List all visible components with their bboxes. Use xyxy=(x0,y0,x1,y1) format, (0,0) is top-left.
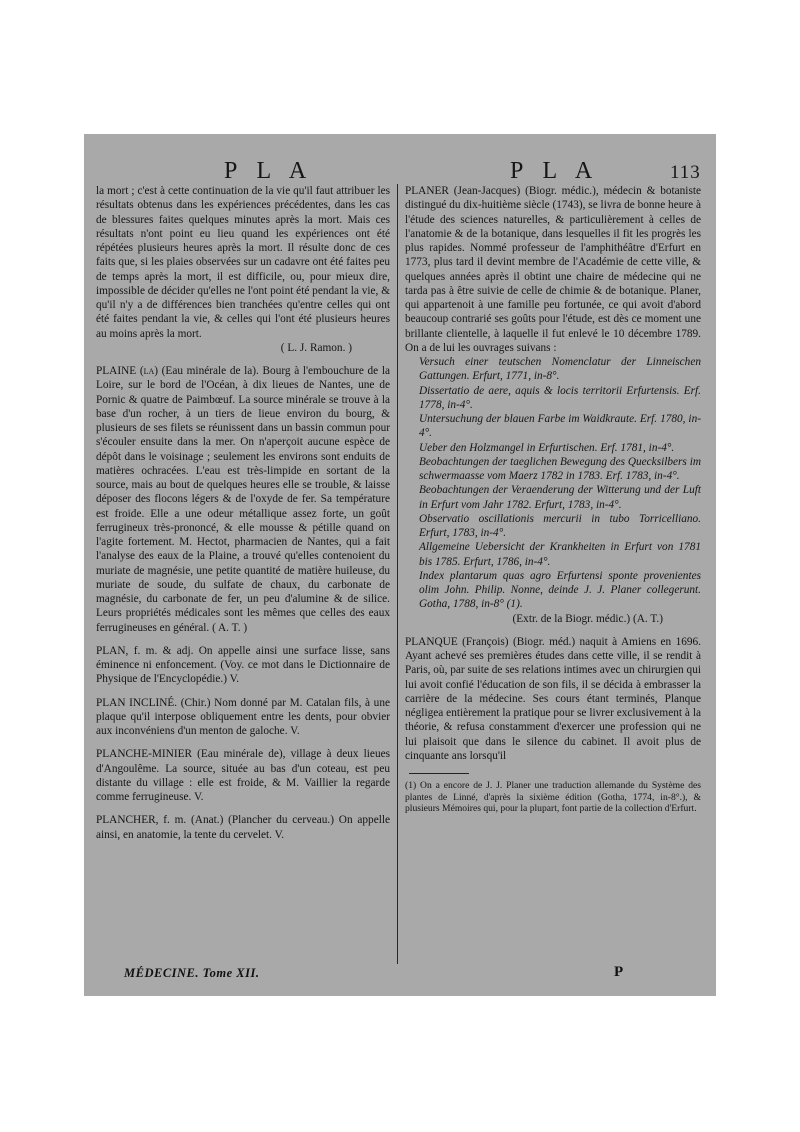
entry-title: PLANER xyxy=(405,185,449,197)
entry-plan-incline xyxy=(96,696,390,739)
work-item: Observatio oscillationis mercurii in tubo Torricelliano. Erfurt, 1783, in-4°. xyxy=(419,512,701,539)
work-item: Dissertatio de aere, aquis & locis territorii Erfurtensis. Erf. 1778, in-4°. xyxy=(419,384,701,411)
footnote: (1) On a encore de J. J. Planer une traduction allemande du Système des plantes de Linné, d'après la sixième édition (Gotha, 1774, in-8°.), & plusieurs Mémoires qui, pour la plupart, font partie de la collection d'Erfurt. xyxy=(405,780,701,815)
running-header-right: P L A xyxy=(510,158,600,184)
entry-plan xyxy=(96,644,390,687)
page-number: 113 xyxy=(670,162,701,183)
work-item: Untersuchung der blauen Farbe im Waidkraute. Erf. 1780, in-4°. xyxy=(419,413,701,440)
work-item: Versuch einer teutschen Nomenclatur der Linneischen Gattungen. Erfurt, 1771, in-8°. xyxy=(419,356,701,383)
entry-signature: (Extr. de la Biogr. médic.) (A. T.) xyxy=(512,612,663,625)
entry-signature: V. xyxy=(229,673,240,686)
work-item: Beobachtungen der taeglichen Bewegung des Quecksilbers im schwermaasse vom Maerz 1782 in 1783. Erf. 1783, in-4°. xyxy=(419,455,701,482)
footer-volume: MÉDECINE. Tome XII. xyxy=(124,966,260,980)
left-column xyxy=(96,184,390,842)
work-item: Ueber den Holzmangel in Erfurtischen. Erf. 1781, in-4°. xyxy=(419,441,675,454)
entry-plaine xyxy=(96,364,390,635)
entry-text: (François) (Biogr. méd.) naquit à Amiens en 1696. Ayant achevé ses premières études dans cette ville, il se rendit à Paris, où, par suite de ses relations intimes avec un chirurgien qui lui avoit confié l'éducation de son fils, il se décida à embrasser la carrière de la médecine. Ses cours étant terminés, Planque négligea entièrement la pratique pour se livrer exclusivement à la théorie, & refusa constamment d'exercer une profession qui ne lui plaisoit que dans le silence du cabinet. Il avoit plus de cinquante ans lorsqu'il xyxy=(405,635,702,762)
running-header-left: P L A xyxy=(224,158,314,184)
entry-title: PLAINE (la) xyxy=(96,365,159,377)
work-item: Beobachtungen der Veraenderung der Witterung und der Luft in Erfurt vom Jahr 1782. Erfurt, 1783, in-4°. xyxy=(419,484,701,511)
entry-text: (Jean-Jacques) (Biogr. médic.), médecin & botaniste distingué du dix-huitième siècle (1743), se livra de bonne heure à l'étude des sciences naturelles, & particulièrement à celles de l'anatomie & de la botanique, dans lesquelles il fit les progrès les plus rapides. Nommé professeur de l'amphithéâtre d'Erfurt en 1773, plus tard il devint membre de l'Académie de cette ville, & quelques années après il obtint une chaire de médecine qui ne tarda pas à être suivie de celle de chimie & de botanique. Planer, qui appartenoit à une famille peu fortunée, ce qui avoit d'abord beaucoup contrarié ses goûts pour l'étude, est dès ce moment une brillante clientelle, à laquelle il fut enlevé le 10 décembre 1789. On a de lui les ouvrages suivans : xyxy=(405,185,701,354)
right-column xyxy=(405,184,701,815)
footer-signature-mark: P xyxy=(614,964,624,980)
entry-plancher xyxy=(96,813,390,842)
entry-planque xyxy=(405,635,701,763)
entry-title: PLAN INCLINÉ. xyxy=(96,696,178,709)
work-item: Allgemeine Uebersicht der Krankheiten in Erfurt von 1781 bis 1785. Erfurt, 1786, in-4°. xyxy=(419,541,701,568)
entry-title: PLAN, xyxy=(96,644,129,657)
entry-signature: V. xyxy=(193,791,204,803)
entry-text: f. m. (Anat.) (Plancher du cerveau.) On appelle ainsi, en anatomie, la tente du cervelet. xyxy=(96,814,390,841)
entry-planche-minier xyxy=(96,747,390,804)
entry-title: PLANCHER, xyxy=(96,814,159,827)
entry-title: PLANQUE xyxy=(405,635,458,648)
entry-text: f. m. & adj. On appelle ainsi une surface lisse, sans éminence ni enfoncement. (Voy. ce mot dans le Dictionnaire de Physique de l'Encyclopédie.) xyxy=(96,644,390,686)
entry-planer xyxy=(405,184,701,355)
work-item: Index plantarum quas agro Erfurtensi sponte provenientes olim John. Philip. Nonne, deinde J. J. Planer collegerunt. Gotha, 1788, in-8° (1). xyxy=(419,569,701,611)
footnote-rule xyxy=(409,773,469,774)
intro-paragraph: la mort ; c'est à cette continuation de la vie qu'il faut attribuer les résultats obtenus dans les expériences précédentes, dans les cas de blessures faites quelques minutes après la mort. Mais ces résultats n'ont point eu lieu quand les expériences ont été répétées plusieurs heures après la mort. Il résulte donc de ces faits que, si les plaies observées sur un cadavre ont été faites peu de temps après la mort, il est difficile, ou, pour mieux dire, impossible de décider qu'elles ne l'ont point été pendant la vie, & qu'il n'y a de différences bien tranchées qu'entre celles qui ont été faites pendant la vie, & celles qui l'ont été plusieurs heures au moins après la mort. xyxy=(96,185,390,340)
scanned-page xyxy=(84,134,716,996)
entry-signature: ( A. T. ) xyxy=(212,621,248,634)
entry-signature: V. xyxy=(290,725,300,737)
entry-title: PLANCHE-MINIER xyxy=(96,748,193,761)
entry-text: (Chir.) Nom donné par M. Catalan fils, à une plaque qu'il interpose obliquement entre les dents, pour obvier aux inconvéniens d'un menton de galoche. xyxy=(96,696,390,737)
entry-text: (Eau minérale de), village à deux lieues d'Angoulême. La source, située au bas d'un coteau, est peu distante du village : elle est froide, & M. Vaillier la regarde comme ferrugineuse. xyxy=(96,748,390,803)
entry-text: (Eau minérale de la). Bourg à l'embouchure de la Loire, sur le bord de l'Océan, à dix lieues de Nantes, une de Pornic & quatre de Paimbœuf. La source minérale se trouve à la base d'un rocher, à un tiers de lieue environ du bourg, & plusieurs de ses filets se réunissent dans un bassin commun pour s'écouler ensuite dans la mer. On n'aperçoit aucune espèce de dépôt dans le voisinage ; seulement les environs sont enduits de matières ochracées. L'eau est très-limpide en sortant de la source, mais au bout de quelques heures elle se trouble, & laisse déposer des flocons légers & de l'oxyde de fer. Sa température est froide. Elle a une odeur métallique assez forte, un goût ferrugineux très-prononcé, & elle mousse & pétille quand on l'agite fortement. M. Hectot, pharmacien de Nantes, qui a fait l'analyse des eaux de la Plaine, a trouvé qu'elles contenoient du muriate de magnésie, une petite quantité de matière huileuse, du muriate de soude, du sulfate de chaux, du carbonate de magnésie, du carbonate de fer, un peu d'alumine & de silice. Leurs propriétés médicales sont les mêmes que celles des eaux ferrugineuses en général. xyxy=(96,365,390,634)
column-divider xyxy=(397,184,398,964)
entry-signature: V. xyxy=(274,828,285,841)
intro-signature: ( L. J. Ramon. ) xyxy=(280,341,352,354)
